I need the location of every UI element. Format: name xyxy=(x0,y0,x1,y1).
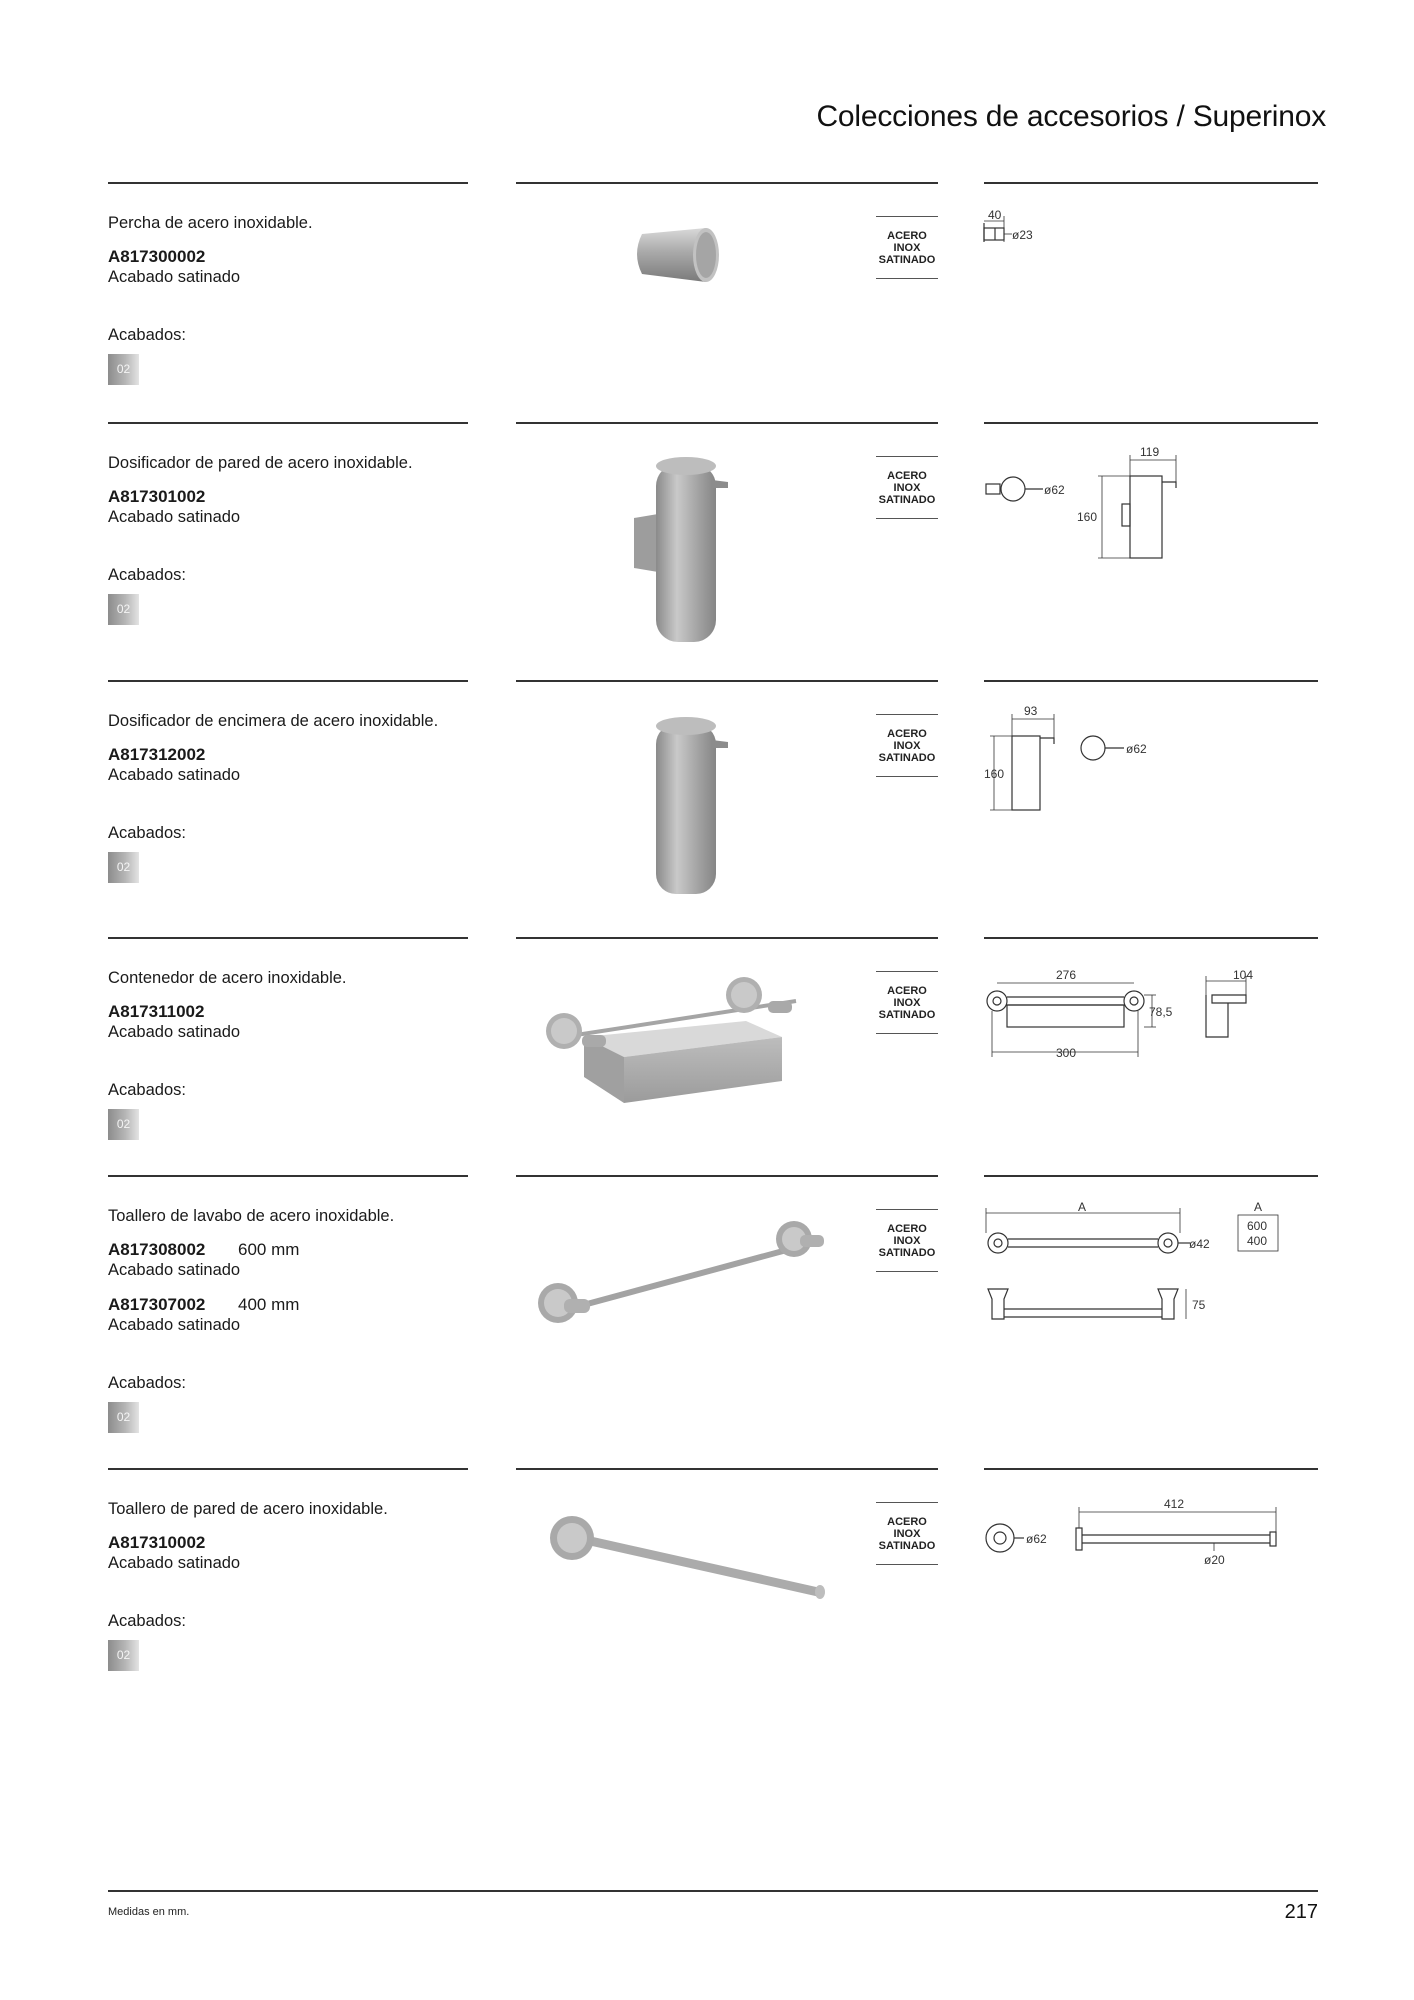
wall-dispenser-dimension-drawing xyxy=(980,422,1310,572)
hook-dimension-drawing xyxy=(980,182,1310,332)
towel-rail-dimension-drawing xyxy=(980,1468,1310,1618)
product-description: Percha de acero inoxidable. xyxy=(108,214,313,232)
svg-text:ø23: ø23 xyxy=(1012,228,1033,242)
product-finish: Acabado satinado xyxy=(108,766,241,784)
svg-text:600: 600 xyxy=(1247,1219,1268,1233)
svg-text:300: 300 xyxy=(1056,1046,1077,1060)
product-description: Toallero de lavabo de acero inoxidable. xyxy=(108,1207,395,1225)
svg-text:ø62: ø62 xyxy=(1126,742,1147,756)
product-code: A817310002 xyxy=(108,1533,206,1552)
row-divider xyxy=(108,680,468,682)
svg-text:160: 160 xyxy=(984,767,1005,781)
svg-text:ø62: ø62 xyxy=(1044,483,1065,497)
countertop-dispenser-product-image xyxy=(516,680,846,910)
svg-text:412: 412 xyxy=(1164,1497,1185,1511)
svg-text:119: 119 xyxy=(1140,445,1160,459)
product-code: A817308002 xyxy=(108,1240,206,1259)
material-badge: ACERO INOX SATINADO xyxy=(876,1502,938,1565)
towel-bar-product-image xyxy=(516,1175,846,1405)
svg-text:75: 75 xyxy=(1192,1298,1206,1312)
product-code: A817301002 xyxy=(108,487,206,506)
basket-dimension-drawing xyxy=(980,937,1310,1087)
product-finish: Acabado satinado xyxy=(108,268,241,286)
finish-swatch[interactable]: 02 xyxy=(108,354,139,385)
product-description: Contenedor de acero inoxidable. xyxy=(108,969,347,987)
finishes-label: Acabados: xyxy=(108,566,186,584)
footnote: Medidas en mm. xyxy=(108,1906,190,1918)
page-title: Colecciones de accesorios / Superinox xyxy=(816,100,1326,133)
product-finish: Acabado satinado xyxy=(108,508,241,526)
material-badge: ACERO INOX SATINADO xyxy=(876,456,938,519)
product-code: A817307002 xyxy=(108,1295,206,1314)
towel-bar-dimension-drawing xyxy=(980,1175,1310,1325)
svg-text:160: 160 xyxy=(1077,510,1098,524)
row-divider xyxy=(108,182,468,184)
svg-text:ø62: ø62 xyxy=(1026,1532,1047,1546)
material-badge: ACERO INOX SATINADO xyxy=(876,971,938,1034)
finishes-label: Acabados: xyxy=(108,1081,186,1099)
wall-dispenser-product-image xyxy=(516,422,846,652)
product-description: Dosificador de encimera de acero inoxidable. xyxy=(108,712,439,730)
product-finish: Acabado satinado xyxy=(108,1261,241,1279)
product-finish: Acabado satinado xyxy=(108,1316,241,1334)
product-size: 400 mm xyxy=(238,1295,300,1314)
svg-text:A: A xyxy=(1078,1200,1087,1214)
product-size: 600 mm xyxy=(238,1240,300,1259)
row-divider xyxy=(108,422,468,424)
svg-text:A: A xyxy=(1254,1200,1263,1214)
hook-product-image xyxy=(516,182,846,412)
finish-swatch[interactable]: 02 xyxy=(108,1402,139,1433)
product-description: Toallero de pared de acero inoxidable. xyxy=(108,1500,388,1518)
product-finish: Acabado satinado xyxy=(108,1023,241,1041)
page-number: 217 xyxy=(1284,1901,1318,1923)
product-code: A817300002 xyxy=(108,247,206,266)
row-divider xyxy=(108,937,468,939)
row-divider xyxy=(108,1468,468,1470)
product-finish: Acabado satinado xyxy=(108,1554,241,1572)
finishes-label: Acabados: xyxy=(108,1374,186,1392)
product-description: Dosificador de pared de acero inoxidable. xyxy=(108,454,413,472)
towel-rail-product-image xyxy=(516,1468,846,1698)
finish-swatch[interactable]: 02 xyxy=(108,1109,139,1140)
material-badge: ACERO INOX SATINADO xyxy=(876,714,938,777)
material-badge: ACERO INOX SATINADO xyxy=(876,1209,938,1272)
svg-text:ø42: ø42 xyxy=(1189,1237,1210,1251)
footer-divider xyxy=(108,1890,1318,1892)
finish-swatch[interactable]: 02 xyxy=(108,852,139,883)
svg-text:400: 400 xyxy=(1247,1234,1268,1248)
row-divider xyxy=(108,1175,468,1177)
svg-text:104: 104 xyxy=(1233,968,1254,982)
finish-swatch[interactable]: 02 xyxy=(108,1640,139,1671)
svg-text:ø20: ø20 xyxy=(1204,1553,1225,1567)
product-code: A817312002 xyxy=(108,745,206,764)
finish-swatch[interactable]: 02 xyxy=(108,594,139,625)
finishes-label: Acabados: xyxy=(108,1612,186,1630)
finishes-label: Acabados: xyxy=(108,326,186,344)
product-code: A817311002 xyxy=(108,1002,205,1021)
material-badge: ACERO INOX SATINADO xyxy=(876,216,938,279)
countertop-dispenser-dimension-drawing xyxy=(980,680,1310,830)
basket-product-image xyxy=(516,937,846,1167)
finishes-label: Acabados: xyxy=(108,824,186,842)
svg-text:93: 93 xyxy=(1024,704,1038,718)
svg-text:78,5: 78,5 xyxy=(1149,1005,1173,1019)
svg-text:40: 40 xyxy=(988,208,1002,222)
svg-text:276: 276 xyxy=(1056,968,1077,982)
